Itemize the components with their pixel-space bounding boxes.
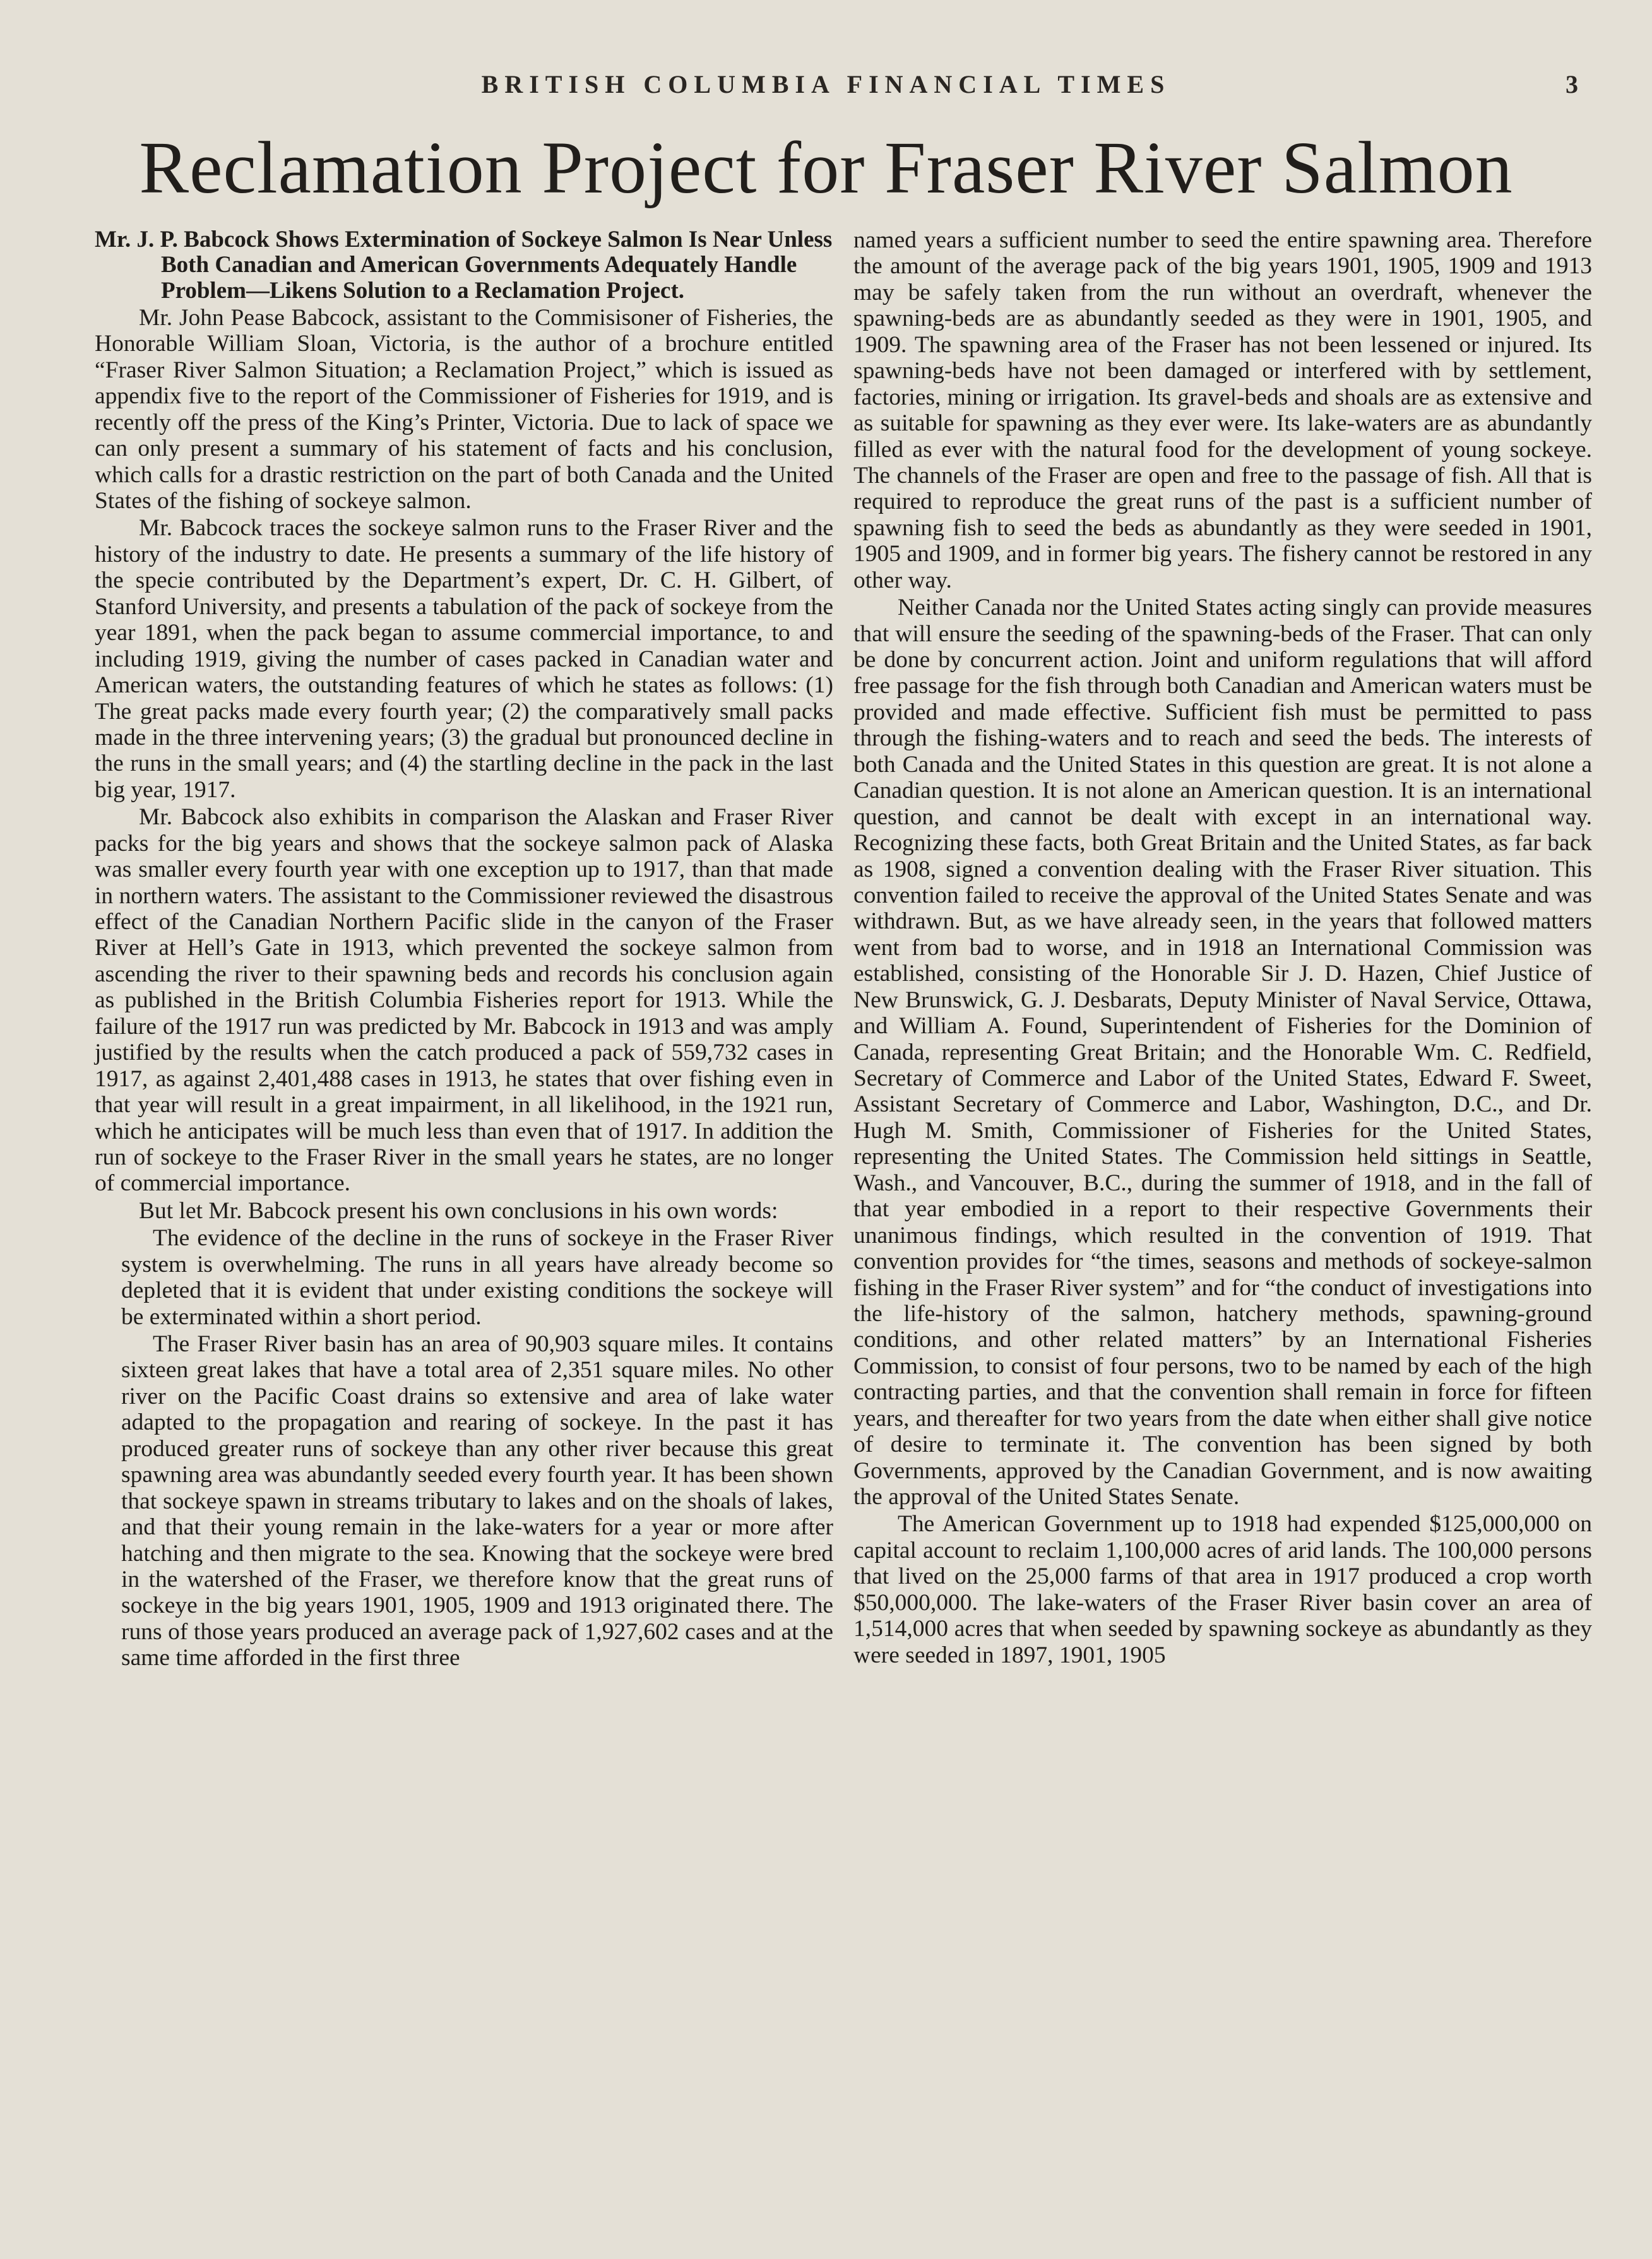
column-left: [95, 227, 833, 1671]
quoted-paragraph: The American Government up to 1918 had expended $125,000,000 on capital account to reclaim 1,100,000 acres of arid lands. The 100,000 persons that lived on the 25,000 farms of that area in 1917 produced a crop worth $50,000,000. The lake-waters of the Fraser River basin cover an area of 1,514,000 acres that when seeded by spawning sockeye as abundantly as they were seeded in 1897, 1901, 1905: [853, 1511, 1592, 1668]
column-right: [853, 227, 1592, 1668]
quoted-paragraph-continued: named years a sufficient number to seed the entire spawning area. Therefore the amount of the average pack of the big years 1901, 1905, 1909 and 1913 may be safely taken from the run without an overdraft, whenever the spawning-beds are as abundantly seeded as they were in 1901, 1905, and 1909. The spawning area of the Fraser has not been lessened or injured. Its spawning-beds have not been damaged or interfered with by settlement, factories, mining or irrigation. Its gravel-beds and shoals are as extensive and as suitable for spawning as they ever were. Its lake-waters are as abundantly filled as ever with the natural food for the development of young sockeye. The channels of the Fraser are open and free to the passage of fish. All that is required to reproduce the great runs of the past is a sufficient number of spawning fish to seed the beds as abundantly as they were seeded in 1901, 1905 and 1909, and in former big years. The fishery cannot be restored in any other way.: [853, 227, 1592, 593]
quoted-paragraph: The Fraser River basin has an area of 90,903 square miles. It contains sixteen great lakes that have a total area of 2,351 square miles. No other river on the Pacific Coast drains so extensive and area of lake water adapted to the propagation and rearing of sockeye. In the past it has produced greater runs of sockeye than any other river because this great spawning area was abundantly seeded every fourth year. It has been shown that sockeye spawn in streams tributary to lakes and on the shoals of lakes, and that their young remain in the lake-waters for a year or more after hatching and then migrate to the sea. Knowing that the sockeye were bred in the watershed of the Fraser, we therefore know that the great runs of sockeye in the big years 1901, 1905, 1909 and 1913 originated there. The runs of those years produced an average pack of 1,927,602 cases and at the same time afforded in the first three: [121, 1331, 833, 1671]
paragraph: Mr. John Pease Babcock, assistant to the Commisisoner of Fisheries, the Honorable William Sloan, Victoria, is the author of a brochure entitled “Fraser River Salmon Situation; a Reclamation Project,” which is issued as appendix five to the report of the Commissioner of Fisheries for 1919, and is recently off the press of the King’s Printer, Victoria. Due to lack of space we can only present a summary of his statement of facts and his conclusion, which calls for a drastic restriction on the part of both Canada and the United States of the fishing of sockeye salmon.: [95, 304, 833, 514]
running-head: BRITISH COLUMBIA FINANCIAL TIMES: [481, 70, 1171, 98]
paragraph: But let Mr. Babcock present his own conclusions in his own words:: [139, 1197, 778, 1224]
article-headline: Reclamation Project for Fraser River Salmon: [139, 126, 1513, 209]
quoted-paragraph: The evidence of the decline in the runs of sockeye in the Fraser River system is overwhelming. The runs in all years have already become so depleted that it is evident that under existing conditions the sockeye will be exterminated within a short period.: [121, 1225, 833, 1330]
paragraph: Mr. Babcock also exhibits in comparison the Alaskan and Fraser River packs for the big years and shows that the sockeye salmon pack of Alaska was smaller every fourth year with one exception up to 1917, than that made in northern waters. The assistant to the Commissioner reviewed the disastrous effect of the Canadian Northern Pacific slide in the canyon of the Fraser River at Hell’s Gate in 1913, which prevented the sockeye salmon from ascending the river to their spawning beds and records his conclusion again as published in the British Columbia Fisheries report for 1913. While the failure of the 1917 run was predicted by Mr. Babcock in 1913 and was amply justified by the results when the catch produced a pack of 559,732 cases in 1917, as against 2,401,488 cases in 1913, he states that over fishing even in that year will result in a great impairment, in all likelihood, in the 1921 run, which he anticipates will be much less than even that of 1917. In addition the run of sockeye to the Fraser River in the small years he states, are no longer of commercial importance.: [95, 804, 833, 1197]
paragraph: Mr. Babcock traces the sockeye salmon runs to the Fraser River and the history of the industry to date. He presents a summary of the life history of the specie contributed by the Department’s expert, Dr. C. H. Gilbert, of Stanford University, and presents a tabulation of the pack of sockeye from the year 1891, when the pack began to assume commercial importance, to and including 1919, giving the number of cases packed in Canadian water and American waters, the outstanding features of which he states as follows: (1) The great packs made every fourth year; (2) the comparatively small packs made in the three intervening years; (3) the gradual but pronounced decline in the runs in the small years; and (4) the startling decline in the pack in the last big year, 1917.: [95, 515, 833, 803]
quoted-paragraph: Neither Canada nor the United States acting singly can provide measures that will ensure the seeding of the spawning-beds of the Fraser. That can only be done by concurrent action. Joint and uniform regulations that will afford free passage for the fish through both Canadian and American waters must be provided and made effective. Sufficient fish must be permitted to pass through the fishing-waters and to reach and seed the beds. The interests of both Canada and the United States in this question are great. It is not alone a Canadian question. It is not alone an American question. It is an international question, and cannot be dealt with except in an international way. Recognizing these facts, both Great Britain and the United States, as far back as 1908, signed a convention dealing with the Fraser River situation. This convention failed to receive the approval of the United States Senate and was withdrawn. But, as we have already seen, in the years that followed matters went from bad to worse, and in 1918 an International Commission was established, consisting of the Honorable Sir J. D. Hazen, Chief Justice of New Brunswick, G. J. Desbarats, Deputy Minister of Naval Service, Ottawa, and William A. Found, Superintendent of Fisheries for the Dominion of Canada, representing Great Britain; and the Honorable Wm. C. Redfield, Secretary of Commerce and Labor of the United States, Edward F. Sweet, Assistant Secretary of Commerce and Labor, Washington, D.C., and Dr. Hugh M. Smith, Commissioner of Fisheries for the United States, representing the United States. The Commission held sittings in Seattle, Wash., and Vancouver, B.C., during the summer of 1918, and in the fall of that year embodied in a report to their respective Governments their unanimous findings, which resulted in the convention of 1919. That convention provides for “the times, seasons and methods of sockeye-salmon fishing in the Fraser River system” and for “the conduct of investigations into the life-history of the salmon, hatchery methods, spawning-ground conditions, and other related matters” by an International Fisheries Commission, to consist of four persons, two to be named by each of the high contracting parties, and that the convention shall remain in force for fifteen years, and thereafter for two years from the date when either shall give notice of desire to terminate it. The convention has been signed by both Governments, approved by the Canadian Government, and is now awaiting the approval of the United States Senate.: [853, 595, 1592, 1510]
article-subheadline: Mr. J. P. Babcock Shows Extermination of Sockeye Salmon Is Near Unless Both Canadian and American Governments Adequately Handle Problem—Likens Solution to a Reclamation Project.: [95, 227, 833, 304]
page-number: 3: [1566, 70, 1578, 98]
